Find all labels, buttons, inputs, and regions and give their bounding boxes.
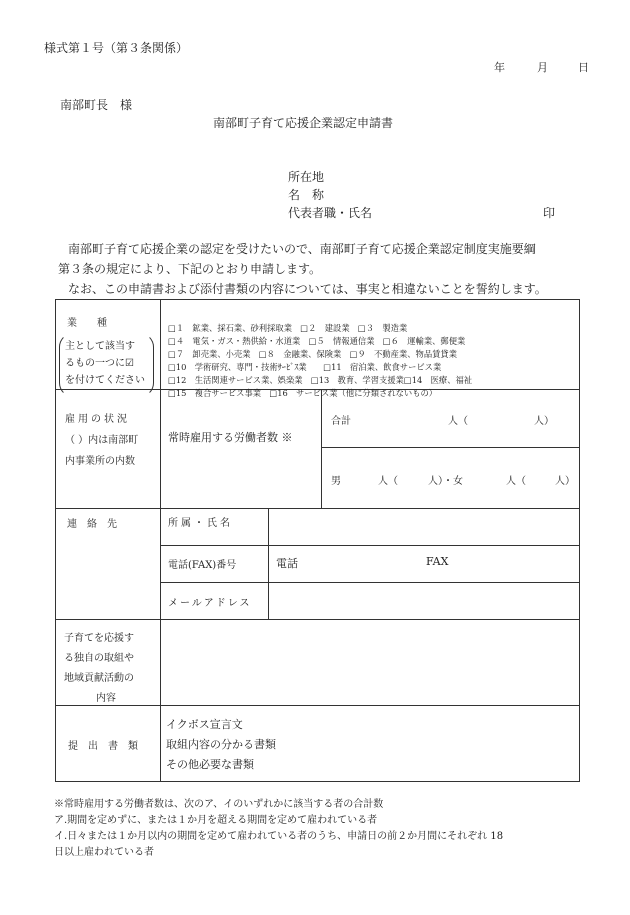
phone-text[interactable]: 電話: [276, 557, 298, 570]
female-unit[interactable]: 人（: [506, 476, 526, 487]
body-line-1: 南部町子育て応援企業の認定を受けたいので、南部町子育て応援企業認定制度実施要綱: [68, 242, 536, 256]
total-close[interactable]: 人）: [534, 416, 554, 427]
industry-note-1: 主として該当す: [65, 341, 135, 352]
regular-workers-label: 常時雇用する労働者数 ※: [168, 431, 293, 444]
activities-label-1: 子育てを応援す: [64, 633, 134, 644]
total-unit[interactable]: 人（: [448, 416, 468, 427]
form-number: 様式第１号（第３条関係）: [44, 41, 189, 55]
activities-label-2: る独自の取組や: [64, 653, 134, 664]
address-label: 所在地: [288, 170, 325, 184]
industry-option-line[interactable]: □15 複合サービス事業 □16 サービス業（他に分類されないもの）: [168, 388, 438, 398]
affiliation-name-label: 所属・氏名: [168, 518, 233, 529]
date-month: 月: [537, 61, 548, 74]
fax-text[interactable]: FAX: [426, 555, 449, 568]
male-unit[interactable]: 人（: [378, 476, 398, 487]
employment-label-1: 雇用の状況: [65, 414, 130, 425]
female-close[interactable]: 人）: [555, 476, 575, 487]
footnote-line: ア.期間を定めずに、または１か月を超える期間を定めて雇われている者: [54, 815, 378, 826]
date-year: 年: [494, 61, 505, 74]
document-item: その他必要な書類: [166, 758, 254, 771]
email-label: メールアドレス: [168, 598, 252, 609]
date-day: 日: [578, 61, 589, 74]
male-close-female-label[interactable]: 人）・女: [428, 476, 463, 487]
contact-label: 連 絡 先: [67, 519, 117, 530]
company-name-label: 名 称: [288, 188, 325, 202]
phone-fax-label: 電話(FAX)番号: [168, 560, 237, 571]
total-label: 合計: [331, 416, 351, 427]
seal-mark: 印: [543, 206, 556, 220]
activities-label-3: 地域貢献活動の: [64, 673, 134, 684]
body-line-2: 第３条の規定により、下記のとおり申請します。: [58, 262, 322, 276]
document-item: イクボス宣言文: [166, 718, 243, 731]
footnote-line: ※常時雇用する労働者数は、次のア、イのいずれかに該当する者の合計数: [54, 799, 384, 810]
industry-note-2: るもの一つに☑: [65, 358, 134, 369]
activities-label-4: 内容: [96, 693, 116, 704]
body-line-3: なお、この申請書および添付書類の内容については、事実と相違ないことを誓約します。: [68, 282, 547, 296]
addressee: 南部町長 様: [60, 98, 133, 112]
industry-option-line[interactable]: □10 学術研究、専門・技術ｻｰﾋﾞｽ業 □11 宿泊業、飲食サービス業: [168, 362, 442, 372]
industry-option-line[interactable]: □４ 電気・ガス・熱供給・水道業 □５ 情報通信業 □６ 運輸業、郵便業: [168, 336, 466, 346]
footnote-line: イ.日々または１か月以内の期間を定めて雇われている者のうち、申請日の前２か月間にそれぞれ 18: [54, 831, 504, 842]
industry-option-line[interactable]: □７ 卸売業、小売業 □８ 金融業、保険業 □９ 不動産業、物品賃貸業: [168, 349, 458, 359]
documents-label: 提 出 書 類: [68, 741, 138, 752]
male-label: 男: [331, 476, 341, 487]
page-title: 南部町子育て応援企業認定申請書: [213, 116, 394, 130]
industry-label: 業 種: [67, 318, 107, 329]
representative-label: 代表者職・氏名: [288, 206, 373, 220]
industry-note-3: を付けてください: [65, 375, 145, 386]
industry-option-line[interactable]: □12 生活関連サービス業、娯楽業 □13 教育、学習支援業□14 医療、福祉: [168, 375, 473, 385]
employment-label-3: 内事業所の内数: [65, 456, 135, 467]
employment-label-2: （ ）内は南部町: [65, 435, 139, 446]
footnote-line: 日以上雇われている者: [54, 847, 154, 858]
document-item: 取組内容の分かる書類: [166, 738, 276, 751]
industry-option-line[interactable]: □１ 鉱業、採石業、砂利採取業 □２ 建設業 □３ 製造業: [168, 323, 408, 333]
